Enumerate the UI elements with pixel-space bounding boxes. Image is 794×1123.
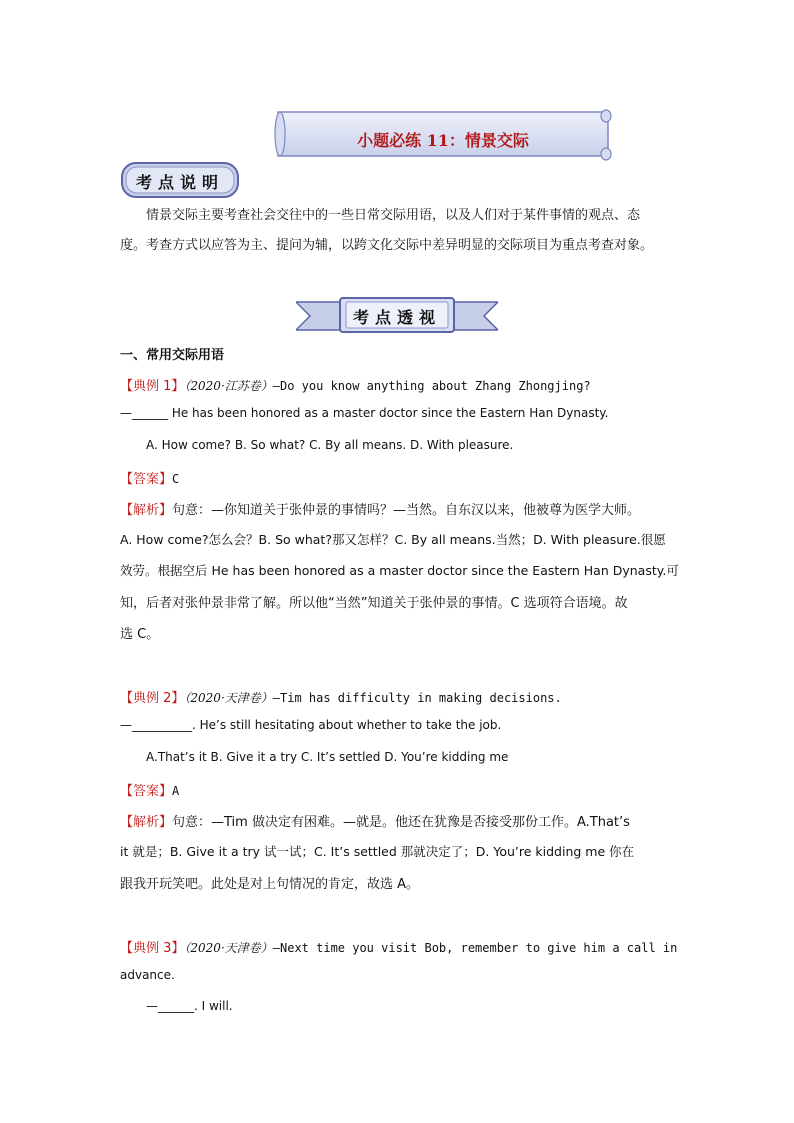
example1-analysis-line-2: 效劳。根据空后 He has been honored as a master doctor since the Eastern Han Dynasty.可 (120, 563, 679, 578)
example2-analysis-line-1: it 就是；B. Give it a try 试一试；C. It’s settled 那就决定了；D. You’re kidding me 你在 (120, 844, 635, 859)
example2-source: （2020·天津卷） (184, 691, 273, 705)
example3-q1: —Next time you visit Bob, remember to give him a call in (272, 941, 678, 955)
example1-options: A. How come? B. So what? C. By all means. D. With pleasure. (146, 438, 514, 452)
example1-tag: 【典例 1】 (120, 379, 185, 394)
example3-question (120, 937, 677, 956)
example2-tag: 【典例 2】 (120, 691, 185, 706)
example2-analysis-tag: 【解析】 (120, 815, 173, 830)
example3-q2: —______. I will. (146, 999, 233, 1013)
intro-line-2: 度。考查方式以应答为主、提问为辅，以跨文化交际中差异明显的交际项目为重点考查对象。 (120, 238, 654, 253)
example1-q2: —______ He has been honored as a master doctor since the Eastern Han Dynasty. (120, 406, 609, 420)
title-banner (272, 108, 614, 162)
example2-options: A.That’s it B. Give it a try C. It’s settled D. You’re kidding me (146, 750, 509, 764)
example2-q1: —Tim has difficulty in making decisions. (272, 691, 562, 705)
section-heading: 一、常用交际用语 (120, 348, 225, 363)
example2-q2: —__________. He’s still hesitating about whether to take the job. (120, 718, 502, 732)
example2-answer (120, 780, 179, 799)
example1-question (120, 375, 591, 394)
example1-answer-tag: 【答案】 (120, 472, 173, 487)
example1-analysis-line-3: 知，后者对张仲景非常了解。所以他“当然”知道关于张仲景的事情。C 选项符合语境。故 (120, 596, 628, 611)
example1-analysis-line-1: A. How come?怎么会？B. So what?那又怎样？C. By all means.当然；D. With pleasure.很愿 (120, 532, 666, 547)
page-title: 小题必练 11：情景交际 (357, 131, 529, 150)
example3-q1-continued: advance. (120, 968, 175, 982)
example1-analysis-line-4: 选 C。 (120, 627, 160, 642)
section-badge-label: 考点透视 (352, 308, 441, 327)
example1-source: （2020·江苏卷） (184, 379, 273, 393)
intro-badge-label: 考点说明 (135, 173, 224, 192)
example1-answer (120, 468, 179, 487)
example2-answer-value: A (172, 784, 180, 798)
example2-analysis-line-0: 【解析】句意：—Tim 做决定有困难。—就是。他还在犹豫是否接受那份工作。A.That’s (120, 815, 630, 830)
example1-answer-value: C (172, 472, 180, 486)
example1-q1: —Do you know anything about Zhang Zhongjing? (272, 379, 591, 393)
example2-analysis-line-2: 跟我开玩笑吧。此处是对上句情况的肯定，故选 A。 (120, 877, 420, 892)
intro-line-1: 情景交际主要考查社会交往中的一些日常交际用语，以及人们对于某件事情的观点、态 (146, 208, 641, 223)
example2-answer-tag: 【答案】 (120, 784, 173, 799)
section-badge (296, 296, 498, 336)
intro-badge (120, 160, 240, 200)
example3-source: （2020·天津卷） (184, 941, 273, 955)
example3-tag: 【典例 3】 (120, 941, 185, 956)
example2-question (120, 687, 562, 706)
example1-analysis-line-0: 【解析】句意：—你知道关于张仲景的事情吗？—当然。自东汉以来，他被尊为医学大师。 (120, 503, 641, 518)
example1-analysis-tag: 【解析】 (120, 503, 173, 518)
